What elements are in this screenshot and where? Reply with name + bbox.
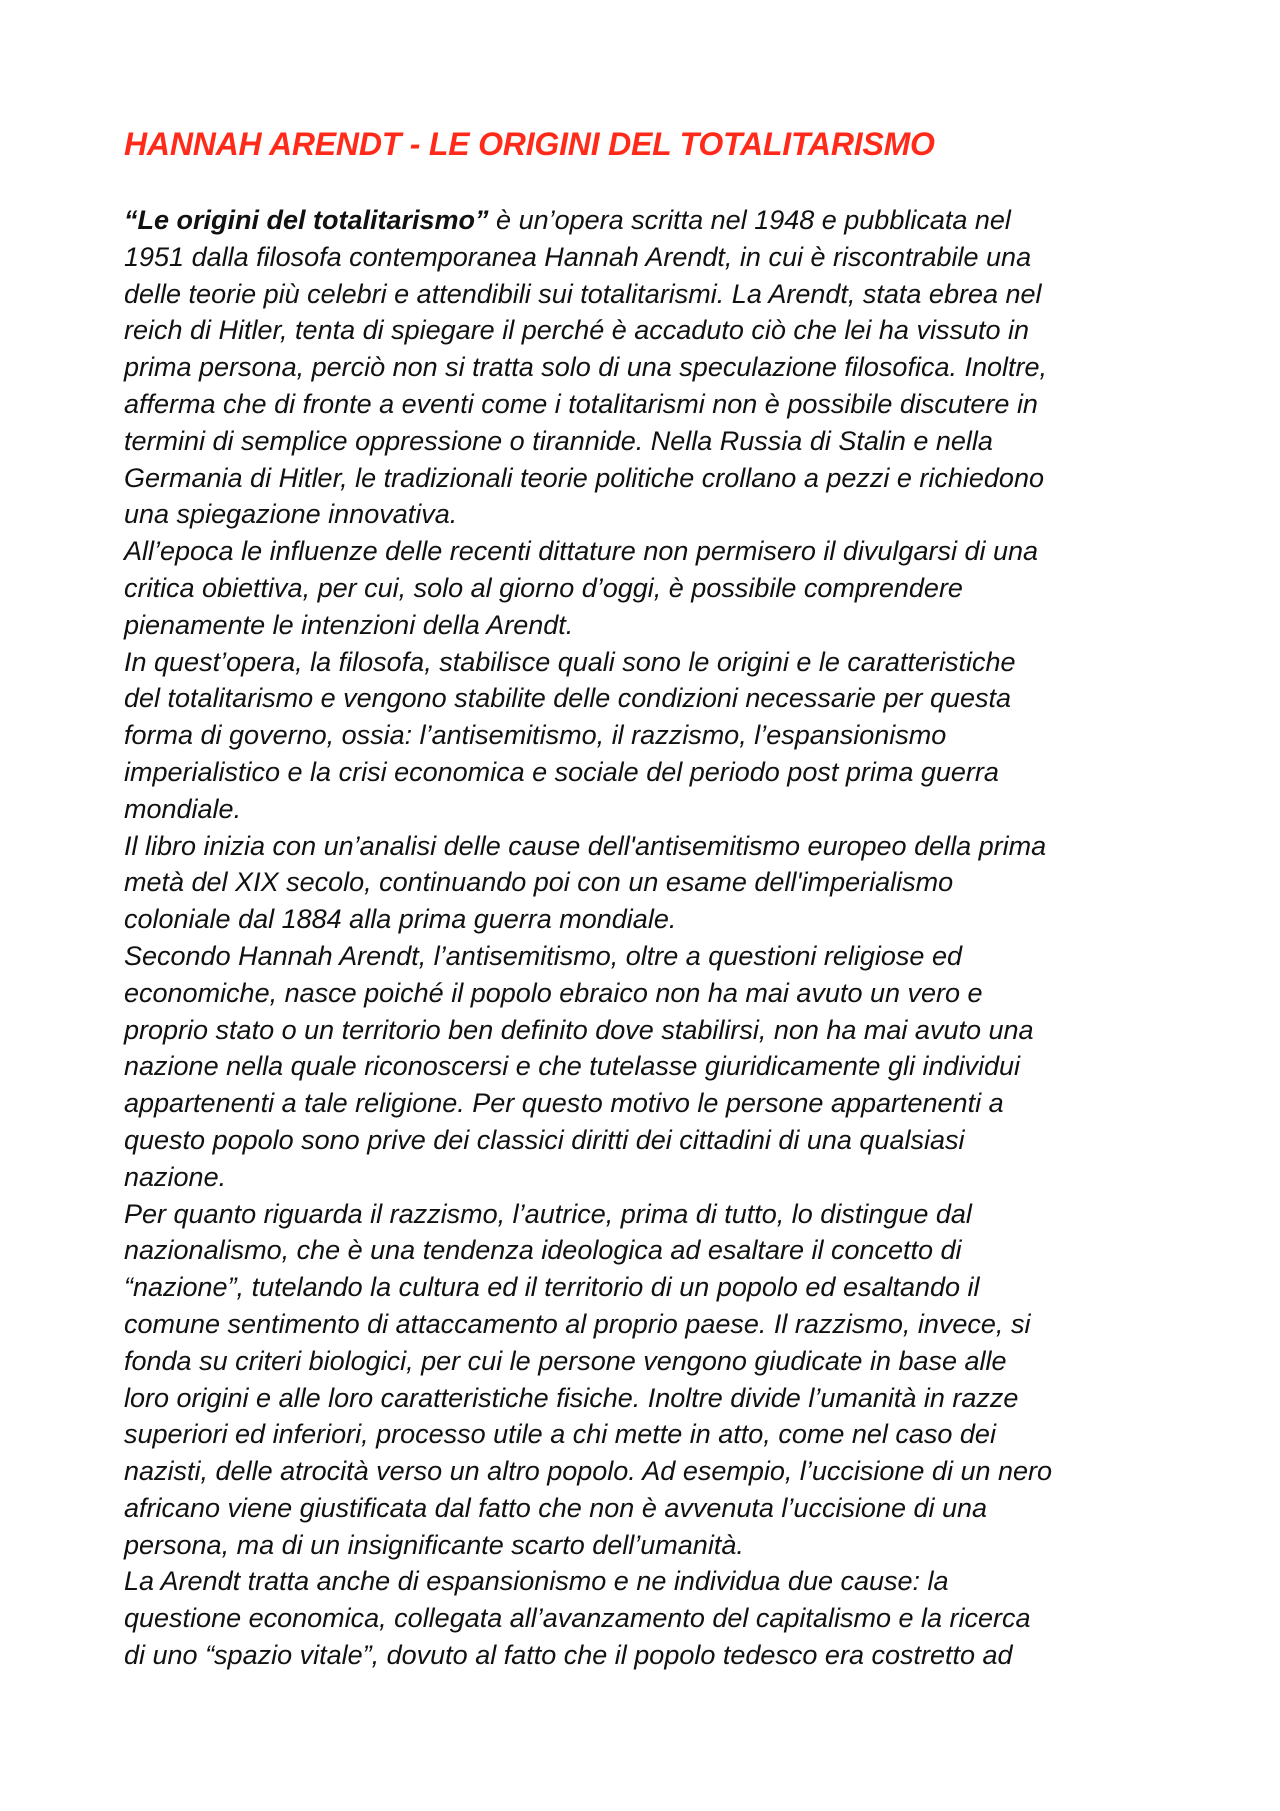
text-line: 1951 dalla filosofa contemporanea Hannah Arendt, in cui è riscontrabile una [124, 241, 1032, 272]
text-line: comune sentimento di attaccamento al proprio paese. Il razzismo, invece, si [124, 1308, 1031, 1339]
text-line: Per quanto riguarda il razzismo, l’autrice, prima di tutto, lo distingue dal [124, 1198, 972, 1229]
text-line: nazisti, delle atrocità verso un altro popolo. Ad esempio, l’uccisione di un nero [124, 1456, 1053, 1487]
text-line [124, 202, 1184, 239]
text-line: questione economica, collegata all’avanzamento del capitalismo e la ricerca [124, 1603, 1031, 1634]
text-line: pienamente le intenzioni della Arendt. [124, 609, 574, 640]
text-line: delle teorie più celebri e attendibili sui totalitarismi. La Arendt, stata ebrea nel [124, 278, 1042, 309]
text-line: persona, ma di un insignificante scarto dell’umanità. [124, 1529, 744, 1560]
text-line: termini di semplice oppressione o tirannide. Nella Russia di Stalin e nella [124, 425, 993, 456]
text-line: All’epoca le influenze delle recenti dittature non permisero il divulgarsi di una [124, 536, 1039, 567]
text-line: fonda su criteri biologici, per cui le persone vengono giudicate in base alle [124, 1345, 1007, 1376]
text-line: reich di Hitler, tenta di spiegare il perché è accaduto ciò che lei ha vissuto in [124, 315, 1030, 346]
text-line: In quest’opera, la filosofa, stabilisce quali sono le origini e le caratteristiche [124, 646, 1016, 677]
text-line: coloniale dal 1884 alla prima guerra mondiale. [124, 904, 677, 935]
text-line: superiori ed inferiori, processo utile a chi mette in atto, come nel caso dei [124, 1419, 996, 1450]
text-line: Il libro inizia con un’analisi delle cause dell'antisemitismo europeo della prima [124, 830, 1047, 861]
text-line: nazione nella quale riconoscersi e che tutelasse giuridicamente gli individui [124, 1051, 1021, 1082]
text-line: una spiegazione innovativa. [124, 499, 458, 530]
text-line: afferma che di fronte a eventi come i totalitarismi non è possibile discutere in [124, 388, 1038, 419]
text-line: di uno “spazio vitale”, dovuto al fatto che il popolo tedesco era costretto ad [124, 1640, 1013, 1671]
text-line: del totalitarismo e vengono stabilite delle condizioni necessarie per questa [124, 683, 1012, 714]
text-line: questo popolo sono prive dei classici diritti dei cittadini di una qualsiasi [124, 1124, 965, 1155]
text-line: Secondo Hannah Arendt, l’antisemitismo, oltre a questioni religiose ed [124, 940, 962, 971]
document-title: HANNAH ARENDT - LE ORIGINI DEL TOTALITARISMO [124, 126, 935, 162]
text-line: prima persona, perciò non si tratta solo di una speculazione filosofica. Inoltre, [124, 352, 1048, 383]
text-line: “nazione”, tutelando la cultura ed il territorio di un popolo ed esaltando il [124, 1272, 980, 1303]
text-line: economiche, nasce poiché il popolo ebraico non ha mai avuto un vero e [124, 977, 983, 1008]
text-line: Germania di Hitler, le tradizionali teorie politiche crollano a pezzi e richiedono [124, 462, 1044, 493]
text-line: forma di governo, ossia: l’antisemitismo, il razzismo, l’espansionismo [124, 720, 947, 751]
book-title: “Le origini del totalitarismo” [124, 205, 489, 235]
text-line: proprio stato o un territorio ben definito dove stabilirsi, non ha mai avuto una [124, 1014, 1034, 1045]
text-line: loro origini e alle loro caratteristiche fisiche. Inoltre divide l’umanità in razze [124, 1382, 1019, 1413]
text-line: critica obiettiva, per cui, solo al giorno d’oggi, è possibile comprendere [124, 572, 963, 603]
text-line: mondiale. [124, 793, 242, 824]
line-text: è un’opera scritta nel 1948 e pubblicata nel [488, 205, 1011, 235]
text-line: nazionalismo, che è una tendenza ideologica ad esaltare il concetto di [124, 1235, 962, 1266]
text-line: La Arendt tratta anche di espansionismo e ne individua due cause: la [124, 1566, 949, 1597]
text-line: africano viene giustificata dal fatto che non è avvenuta l’uccisione di una [124, 1492, 988, 1523]
text-line: appartenenti a tale religione. Per questo motivo le persone appartenenti a [124, 1088, 1004, 1119]
text-line: nazione. [124, 1161, 227, 1192]
text-line: metà del XIX secolo, continuando poi con un esame dell'imperialismo [124, 867, 954, 898]
text-line: imperialistico e la crisi economica e sociale del periodo post prima guerra [124, 756, 999, 787]
document-body [124, 202, 1184, 1674]
